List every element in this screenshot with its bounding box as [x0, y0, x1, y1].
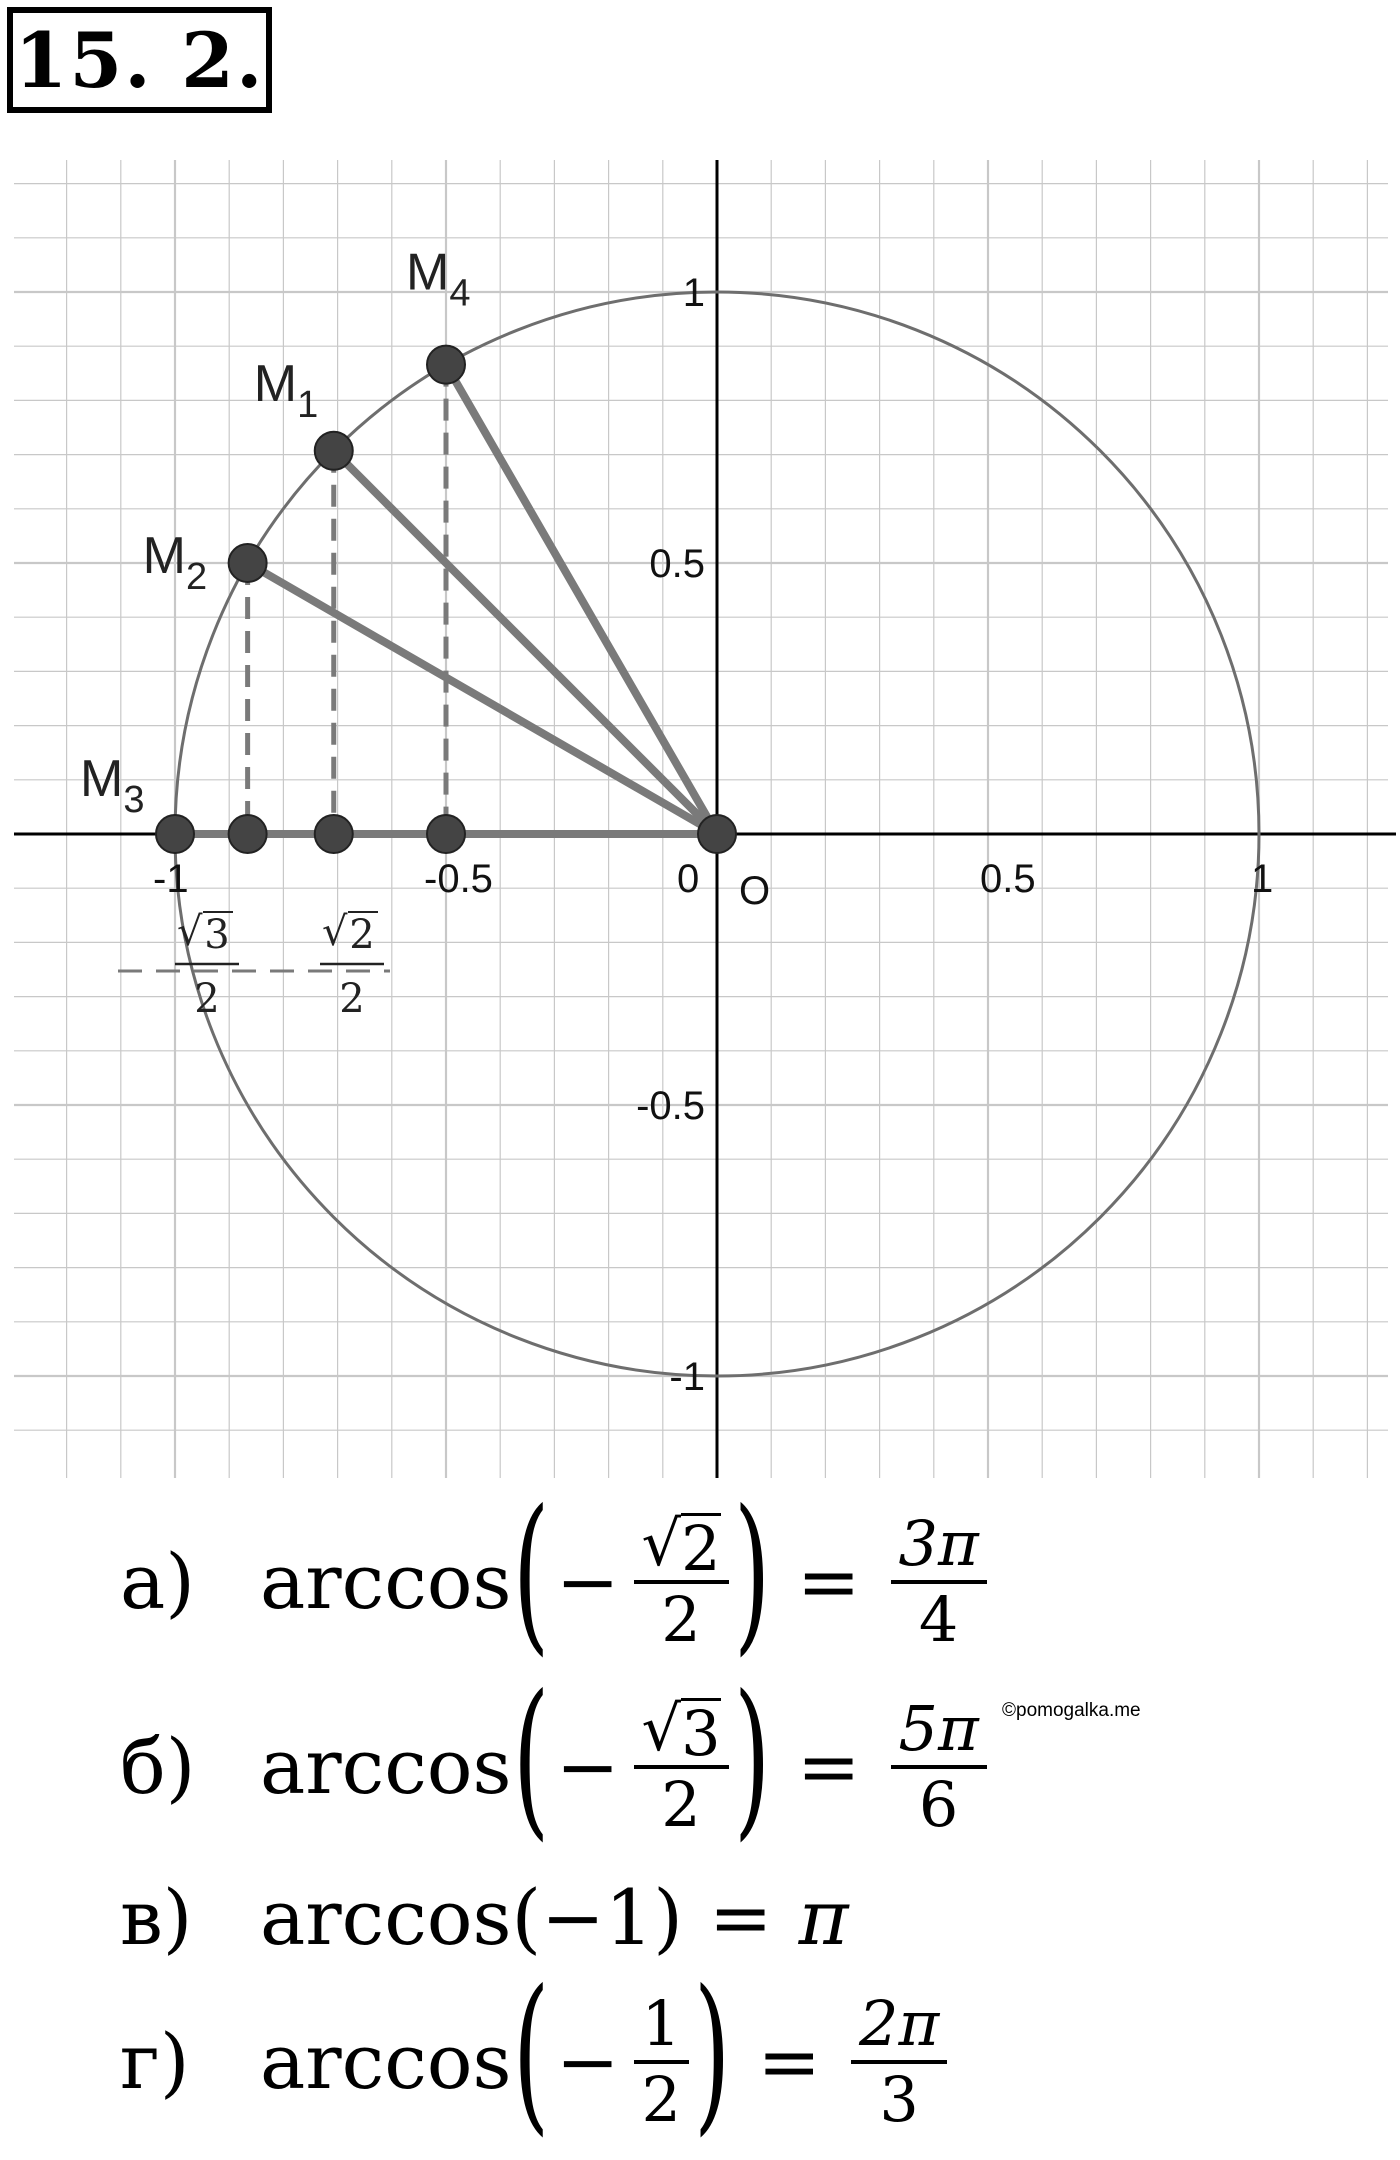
- answer-g: [120, 1954, 951, 2152]
- problem-number: 15. 2.: [7, 7, 272, 113]
- answer-g-letter: г): [120, 2016, 190, 2106]
- equals-sign: =: [796, 1721, 861, 1811]
- x-tick-label: -0.5: [424, 857, 493, 901]
- fraction-denominator: 2: [194, 976, 220, 1022]
- minus-sign: −: [555, 2016, 620, 2106]
- projection-marker: [427, 815, 465, 853]
- point-label-subscript: 2: [185, 556, 208, 598]
- fraction-denominator: 2: [339, 976, 365, 1022]
- fraction-numerator: 2: [349, 912, 375, 958]
- answer-g-arg-den: 2: [641, 2062, 681, 2136]
- minus-sign: −: [555, 1536, 620, 1626]
- minus-sign: −: [555, 1721, 620, 1811]
- equals-sign: =: [796, 1536, 861, 1626]
- answer-g-res-num: 2π: [851, 1988, 947, 2063]
- x-tick-label: 0.5: [980, 857, 1036, 901]
- answer-a-function: arccos: [260, 1536, 512, 1626]
- right-paren: ): [733, 1659, 770, 1857]
- answer-b-arg-num: 3: [681, 1696, 721, 1770]
- answer-b-arg-den: 2: [661, 1767, 701, 1841]
- point-label-subscript: 3: [123, 779, 145, 821]
- point-marker: [427, 346, 465, 384]
- answer-a: [120, 1474, 991, 1672]
- point-marker: [229, 544, 267, 582]
- point-label-subscript: 4: [449, 272, 471, 315]
- answer-a-arg-num: 2: [681, 1511, 721, 1585]
- equals-sign: =: [708, 1873, 773, 1962]
- answer-a-res-num: 3π: [891, 1508, 987, 1583]
- answer-g-res-den: 3: [879, 2062, 919, 2136]
- answer-g-argument: [634, 1988, 689, 2135]
- answer-v-result: π: [798, 1873, 849, 1962]
- x-tick-label: 1: [1251, 857, 1274, 901]
- answer-g-function: arccos: [260, 2016, 512, 2106]
- answer-v-letter: в): [120, 1873, 193, 1962]
- left-paren: (: [512, 1954, 549, 2152]
- y-tick-label: 0.5: [649, 542, 705, 586]
- point-marker: [156, 815, 194, 853]
- fraction-label: [320, 909, 384, 1022]
- point-label-subscript: 1: [297, 383, 319, 426]
- fraction-numerator: 3: [204, 912, 230, 958]
- left-paren: (: [512, 1474, 549, 1672]
- watermark: ©pomogalka.me: [1002, 1700, 1141, 1721]
- origin-label: O: [739, 869, 771, 913]
- answer-b-letter: б): [120, 1721, 196, 1811]
- answer-a-letter: а): [120, 1536, 195, 1626]
- left-paren: (: [512, 1659, 549, 1857]
- answer-a-res-den: 4: [918, 1582, 959, 1656]
- answer-g-arg-num: 1: [634, 1988, 689, 2063]
- answer-v-function: arccos: [260, 1873, 512, 1962]
- answer-b-function: arccos: [260, 1721, 512, 1811]
- origin-marker: [698, 815, 736, 853]
- point-label: $M_3$: [80, 750, 145, 821]
- point-marker: [315, 432, 353, 470]
- sqrt-sign: √: [322, 909, 348, 955]
- answer-v-argument: (−1): [511, 1873, 683, 1962]
- point-label: $M_2$: [142, 527, 208, 598]
- answer-v: [120, 1873, 849, 1962]
- fraction-tick-labels: [175, 909, 384, 1022]
- projection-marker: [229, 815, 267, 853]
- answer-a-arg-den: 2: [661, 1582, 701, 1656]
- sqrt-sign: √: [177, 909, 203, 955]
- x-tick-label: 0: [677, 857, 700, 901]
- answer-b-result: [891, 1693, 987, 1840]
- point-label: $M_4$: [406, 243, 471, 315]
- answer-g-result: [851, 1988, 947, 2135]
- projection-marker: [315, 815, 353, 853]
- equals-sign: =: [757, 2016, 822, 2106]
- answer-b-res-num: 5π: [891, 1693, 987, 1768]
- x-tick-label: -1: [153, 857, 189, 901]
- answer-a-result: [891, 1508, 987, 1655]
- y-tick-label: -1: [669, 1355, 705, 1399]
- answer-b-argument: √ 3 2: [634, 1693, 729, 1840]
- right-paren: ): [693, 1954, 731, 2152]
- answer-a-argument: √ 2 2: [634, 1508, 729, 1655]
- answer-b: [120, 1659, 991, 1857]
- y-tick-label: 1: [682, 271, 705, 315]
- point-label: $M_1$: [253, 354, 319, 426]
- y-tick-label: -0.5: [636, 1084, 705, 1128]
- answer-b-res-den: 6: [918, 1767, 959, 1841]
- right-paren: ): [733, 1474, 770, 1672]
